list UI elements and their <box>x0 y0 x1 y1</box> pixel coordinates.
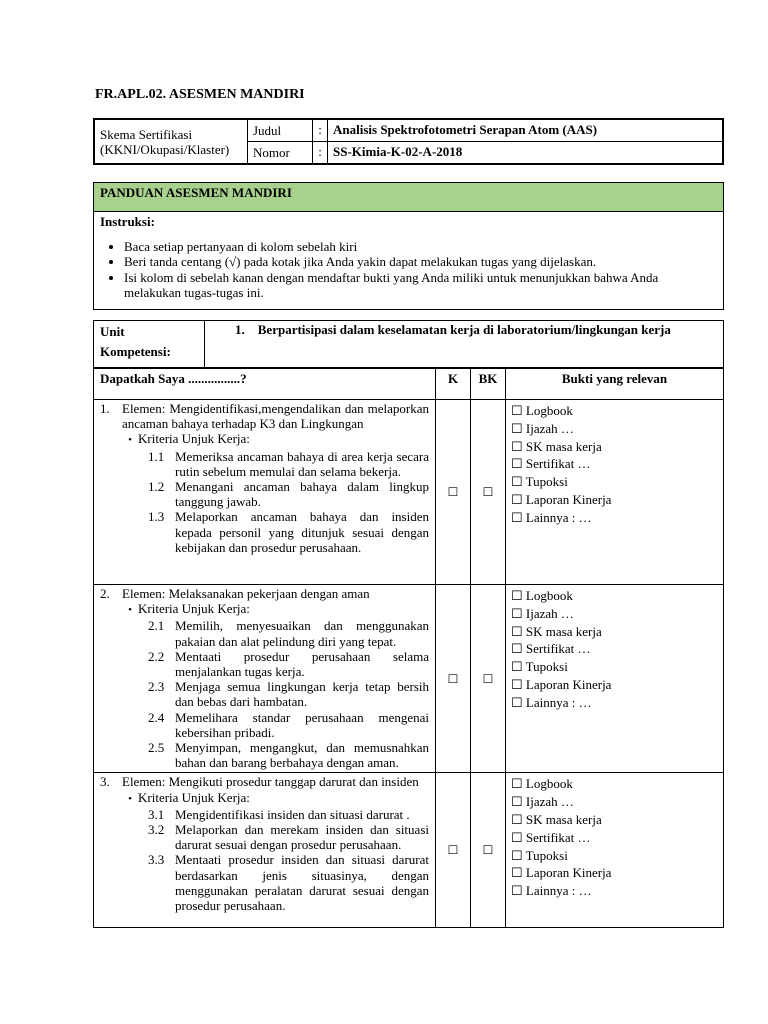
instruksi-item: • Baca setiap pertanyaan di kolom sebelah kiri <box>124 239 715 254</box>
judul-label: Judul <box>248 119 313 142</box>
criteria-number: 2.4 <box>148 709 165 725</box>
criteria-text: Menyimpan, mengangkut, dan memusnahkan bahan dan barang berbahaya dengan aman. <box>175 740 429 771</box>
bukti-list <box>506 773 724 928</box>
scheme-header-table <box>93 118 724 165</box>
criteria-text: Menangani ancaman bahaya dalam lingkup tanggung jawab. <box>175 479 429 510</box>
unit-kompetensi-table <box>93 320 724 368</box>
table-row <box>94 773 724 928</box>
bukti-option-laporan-kinerja[interactable]: ☐ Laporan Kinerja <box>511 491 612 507</box>
bukti-option-lainnya[interactable]: ☐ Lainnya : … <box>511 883 592 899</box>
kriteria-label: • Kriteria Unjuk Kerja: <box>122 601 250 616</box>
panduan-box <box>93 182 724 310</box>
instruksi-label: Instruksi: <box>100 214 155 229</box>
bukti-option-ijazah[interactable]: ☐ Ijazah … <box>511 420 574 436</box>
element-text: Elemen: Melaksanakan pekerjaan dengan aman <box>122 586 370 601</box>
skema-label-cell <box>94 119 248 164</box>
criteria-text: Menjaga semua lingkungan kerja tetap bersih dan bebas dari hambatan. <box>175 679 429 710</box>
criteria-number: 2.2 <box>148 648 165 664</box>
bukti-option-logbook[interactable]: ☐ Logbook <box>511 588 573 603</box>
bukti-option-sertifikat[interactable]: ☐ Sertifikat … <box>511 641 591 657</box>
criteria-number: 1.1 <box>148 448 165 464</box>
bukti-option-ijazah[interactable]: ☐ Ijazah … <box>511 605 574 621</box>
bukti-option-laporan-kinerja[interactable]: ☐ Laporan Kinerja <box>511 676 612 692</box>
element-number: 1. <box>100 401 110 416</box>
k-checkbox[interactable]: ☐ <box>447 843 459 858</box>
element-number: 2. <box>100 586 110 601</box>
criteria-number: 2.5 <box>148 740 165 756</box>
criteria-number: 2.1 <box>148 618 165 634</box>
element-text: Elemen: Mengikuti prosedur tanggap darurat dan insiden <box>122 774 419 790</box>
bukti-option-tupoksi[interactable]: ☐ Tupoksi <box>511 659 568 675</box>
element-number: 3. <box>100 774 110 790</box>
bukti-option-laporan-kinerja[interactable]: ☐ Laporan Kinerja <box>511 865 612 881</box>
bukti-option-sk-masa-kerja[interactable]: ☐ SK masa kerja <box>511 623 602 639</box>
k-checkbox[interactable]: ☐ <box>447 671 459 686</box>
skema-label-sub: (KKNI/Okupasi/Klaster) <box>100 141 230 157</box>
bukti-option-logbook[interactable]: ☐ Logbook <box>511 776 573 792</box>
nomor-value: SS-Kimia-K-02-A-2018 <box>328 142 724 165</box>
element-text: Elemen: Mengidentifikasi,mengendalikan dan melaporkan ancaman bahaya terhadap K3 dan Lingkungan <box>122 401 429 432</box>
criteria-number: 3.3 <box>148 852 165 868</box>
criteria-number: 1.2 <box>148 479 165 495</box>
bukti-list <box>506 400 724 585</box>
instruksi-item: • Isi kolom di sebelah kanan dengan mendaftar bukti yang Anda miliki untuk menunjukkan bahwa Anda melakukan tugas-tugas ini. <box>124 270 715 300</box>
panduan-title: PANDUAN ASESMEN MANDIRI <box>94 183 723 212</box>
criteria-number: 3.2 <box>148 822 165 838</box>
kriteria-label: • Kriteria Unjuk Kerja: <box>122 431 250 446</box>
criteria-number: 3.1 <box>148 806 165 822</box>
criteria-number: 2.3 <box>148 679 165 695</box>
unit-label: Unit Kompetensi: <box>94 321 205 368</box>
bk-checkbox[interactable]: ☐ <box>482 671 494 686</box>
bukti-option-tupoksi[interactable]: ☐ Tupoksi <box>511 847 568 863</box>
bukti-option-sertifikat[interactable]: ☐ Sertifikat … <box>511 829 591 845</box>
col-header-question: Dapatkah Saya ................? <box>94 369 436 400</box>
criteria-text: Mengidentifikasi insiden dan situasi darurat . <box>175 806 410 822</box>
bukti-option-sk-masa-kerja[interactable]: ☐ SK masa kerja <box>511 812 602 828</box>
bukti-option-tupoksi[interactable]: ☐ Tupoksi <box>511 474 568 490</box>
nomor-label: Nomor <box>248 142 313 165</box>
table-row <box>94 585 724 773</box>
col-header-k: K <box>436 369 471 400</box>
unit-number: 1. <box>235 322 245 337</box>
k-checkbox[interactable]: ☐ <box>447 484 459 499</box>
element-cell <box>94 400 436 585</box>
col-header-bukti: Bukti yang relevan <box>506 369 724 400</box>
criteria-text: Melaporkan ancaman bahaya dan insiden kepada personil yang ditunjuk sesuai dengan kebijakan dan prosedur perusahaan. <box>175 509 429 555</box>
bukti-list <box>506 585 724 773</box>
element-cell <box>94 773 436 928</box>
bk-checkbox[interactable]: ☐ <box>482 484 494 499</box>
criteria-text: Memeriksa ancaman bahaya di area kerja secara rutin sebelum memulai dan selama bekerja. <box>175 448 429 479</box>
unit-title-cell <box>205 321 724 368</box>
criteria-number: 1.3 <box>148 509 165 525</box>
bukti-option-lainnya[interactable]: ☐ Lainnya : … <box>511 509 592 525</box>
bukti-option-sertifikat[interactable]: ☐ Sertifikat … <box>511 456 591 472</box>
kriteria-label: • Kriteria Unjuk Kerja: <box>122 790 250 805</box>
document-title: FR.APL.02. ASESMEN MANDIRI <box>95 87 305 102</box>
judul-colon: : <box>313 119 328 142</box>
skema-label: Skema Sertifikasi <box>100 126 193 142</box>
unit-title: Berpartisipasi dalam keselamatan kerja di laboratorium/lingkungan kerja <box>257 322 671 337</box>
bukti-option-ijazah[interactable]: ☐ Ijazah … <box>511 794 574 810</box>
bukti-option-sk-masa-kerja[interactable]: ☐ SK masa kerja <box>511 438 602 454</box>
criteria-text: Memilih, menyesuaikan dan menggunakan pakaian dan alat pelindung diri yang tepat. <box>175 618 429 649</box>
criteria-text: Memelihara standar perusahaan mengenai kebersihan pribadi. <box>175 709 429 740</box>
criteria-text: Melaporkan dan merekam insiden dan situasi darurat sesuai dengan prosedur perusahaan. <box>175 822 429 853</box>
instruksi-list <box>94 239 723 300</box>
table-row <box>94 400 724 585</box>
bukti-option-lainnya[interactable]: ☐ Lainnya : … <box>511 694 592 710</box>
element-cell <box>94 585 436 773</box>
criteria-text: Mentaati prosedur insiden dan situasi darurat berdasarkan jenis situasinya, dengan menggunakan peralatan darurat sesuai dengan prosedur perusahaan. <box>175 852 429 914</box>
nomor-colon: : <box>313 142 328 165</box>
criteria-text: Mentaati prosedur perusahaan selama menjalankan tugas kerja. <box>175 648 429 680</box>
col-header-bk: BK <box>471 369 506 400</box>
bukti-option-logbook[interactable]: ☐ Logbook <box>511 403 573 418</box>
bk-checkbox[interactable]: ☐ <box>482 843 494 858</box>
assessment-table <box>93 368 724 928</box>
judul-value: Analisis Spektrofotometri Serapan Atom (AAS) <box>328 119 724 142</box>
instruksi-item: • Beri tanda centang (√) pada kotak jika Anda yakin dapat melakukan tugas yang dijelaskan. <box>124 254 715 269</box>
